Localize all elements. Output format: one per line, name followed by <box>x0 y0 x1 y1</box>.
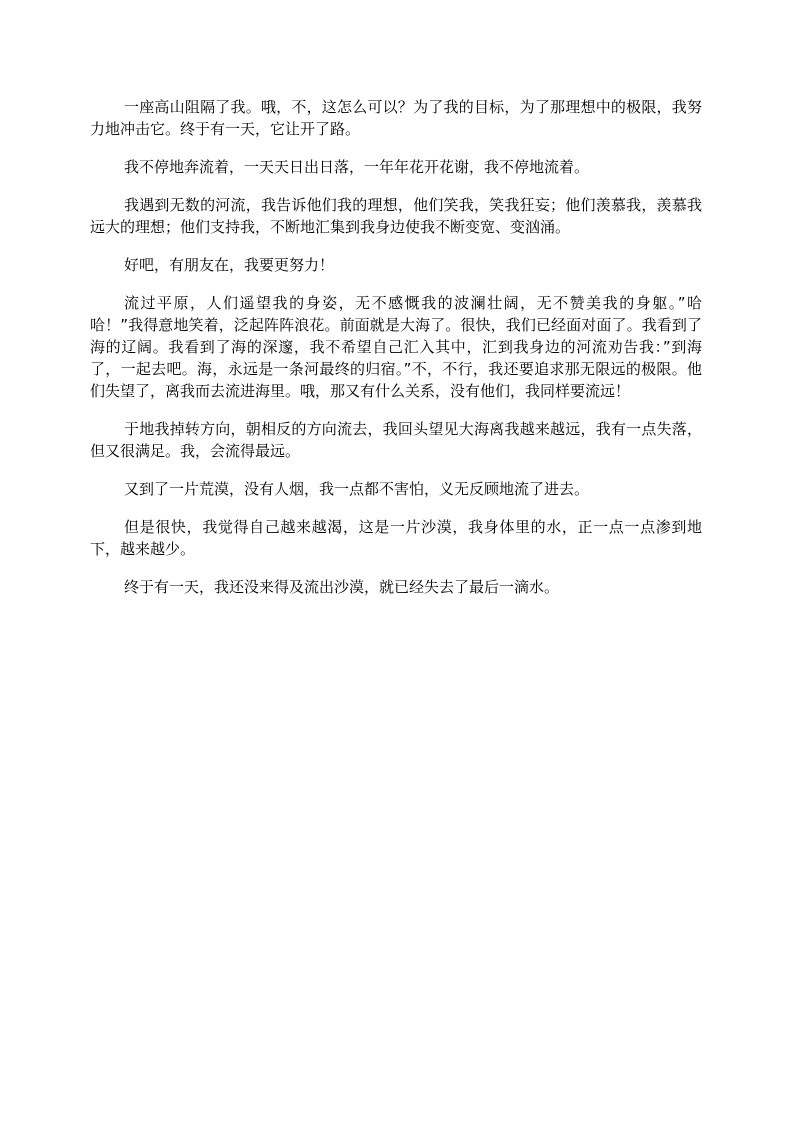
paragraph: 好吧，有朋友在，我要更努力！ <box>124 256 335 274</box>
paragraph: 终于有一天，我还没来得及流出沙漠，就已经失去了最后一滴水。 <box>124 578 560 596</box>
paragraph: 我遇到无数的河流，我告诉他们我的理想，他们笑我，笑我狂妄；他们羡慕我，羡慕我远大的理想；他们支持我，不断地汇集到我身边使我不断变宽、变汹涌。 <box>90 196 702 236</box>
paragraph: 流过平原，人们遥望我的身姿，无不感慨我的波澜壮阔，无不赞美我的身躯。”哈哈！”我得意地笑着，泛起阵阵浪花。前面就是大海了。很快，我们已经面对面了。我看到了海的辽阔。我看到了海的深邃，我不希望自己汇入其中，汇到我身边的河流劝告我：”到海了，一起去吧。海，永远是一条河最终的归宿。”不，不行，我还要追求那无限远的极限。他们失望了，离我而去流进海里。哦，那又有什么关系，没有他们，我同样要流远！ <box>90 294 702 400</box>
document-body <box>90 96 702 614</box>
paragraph: 又到了一片荒漠，没有人烟，我一点都不害怕，义无反顾地流了进去。 <box>124 480 590 498</box>
paragraph: 但是很快，我觉得自己越来越渴，这是一片沙漠，我身体里的水，正一点一点渗到地下，越来越少。 <box>90 518 702 558</box>
paragraph: 一座高山阻隔了我。哦，不，这怎么可以？为了我的目标，为了那理想中的极限，我努力地冲击它。终于有一天，它让开了路。 <box>90 98 702 138</box>
paragraph: 我不停地奔流着，一天天日出日落，一年年花开花谢，我不停地流着。 <box>124 158 590 176</box>
paragraph: 于地我掉转方向，朝相反的方向流去，我回头望见大海离我越来越远，我有一点失落，但又很满足。我，会流得最远。 <box>90 420 702 460</box>
